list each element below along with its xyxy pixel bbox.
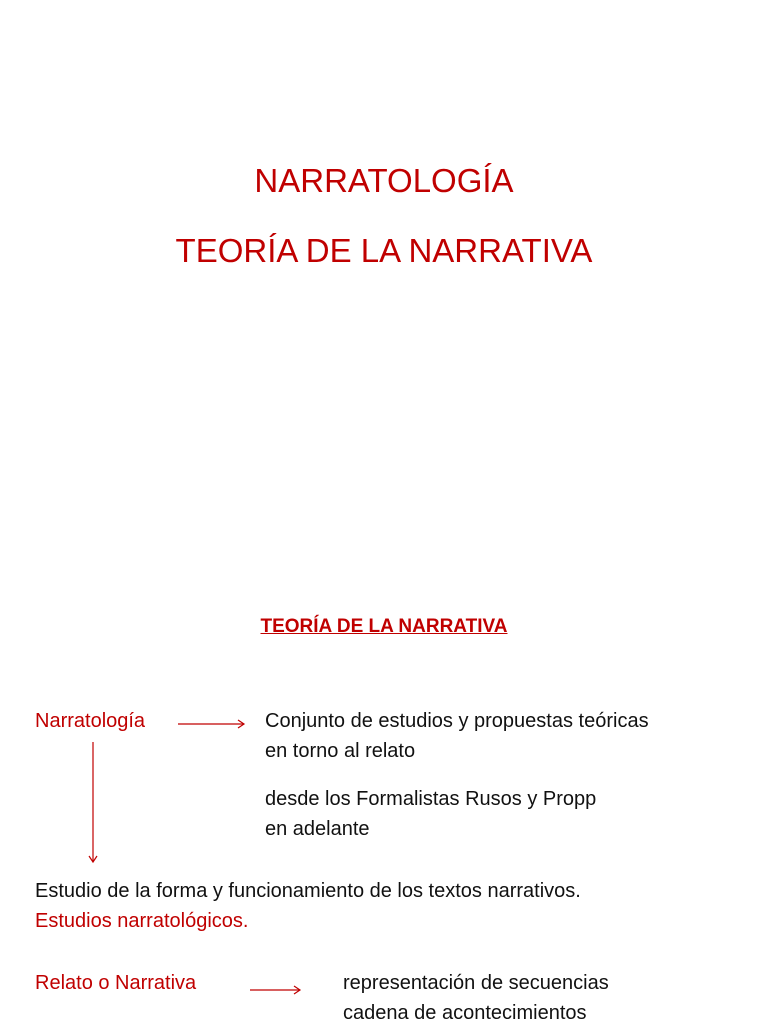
section-heading: TEORÍA DE LA NARRATIVA [260,616,508,637]
title-line-2: TEORÍA DE LA NARRATIVA [175,232,593,269]
definition-1-line-2: en torno al relato [265,740,416,762]
definition-3-line-2: cadena de acontecimientos [343,1002,587,1024]
study-sentence: Estudio de la forma y funcionamiento de los textos narrativos. [35,880,581,902]
definition-3-line-1: representación de secuencias [343,972,609,994]
term-narratologia: Narratología [35,710,146,732]
title-line-1: NARRATOLOGÍA [254,162,514,199]
down-arrow-icon [87,742,99,864]
right-arrow-icon [178,718,248,730]
narratological-studies: Estudios narratológicos. [35,910,249,932]
right-arrow-icon-2 [250,984,304,996]
definition-1-line-1: Conjunto de estudios y propuestas teóricas [265,710,649,732]
definition-2-line-2: en adelante [265,818,370,840]
definition-2-line-1: desde los Formalistas Rusos y Propp [265,788,597,810]
term-relato: Relato o Narrativa [35,972,197,994]
